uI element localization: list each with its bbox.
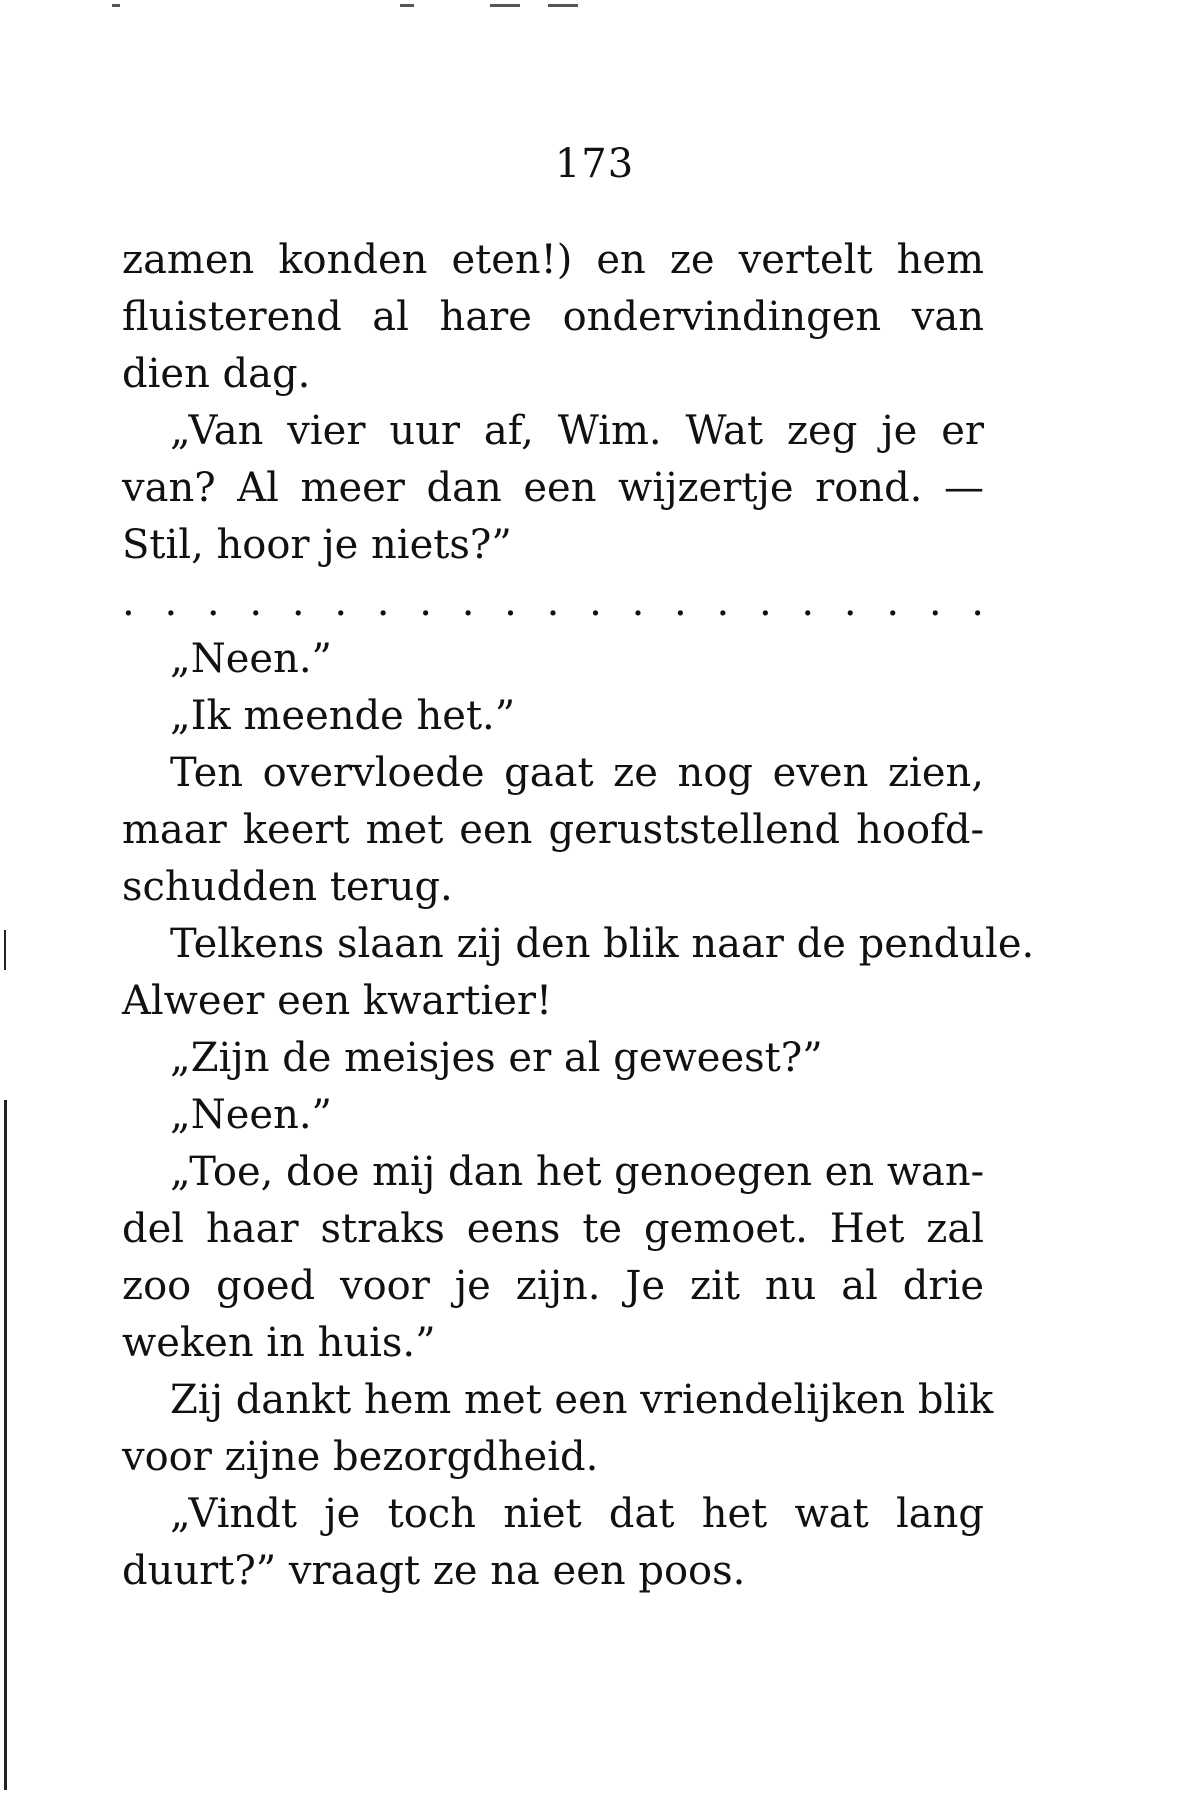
text-line: Ten overvloede gaat ze nog even zien, xyxy=(170,750,984,796)
text-line: zoo goed voor je zijn. Je zit nu al drie xyxy=(122,1263,984,1309)
text-line: „Neen.” xyxy=(170,636,332,682)
page-number: 173 xyxy=(554,141,635,187)
text-line: „Zijn de meisjes er al geweest?” xyxy=(170,1035,823,1081)
text-line: Alweer een kwartier! xyxy=(122,978,553,1024)
scan-mark xyxy=(548,4,578,7)
text-line: Stil, hoor je niets?” xyxy=(122,522,512,568)
page-edge-shadow xyxy=(4,930,6,970)
text-line: schudden terug. xyxy=(122,864,453,910)
text-line: duurt?” vraagt ze na een poos. xyxy=(122,1548,746,1594)
text-line: „Neen.” xyxy=(170,1092,332,1138)
text-line: weken in huis.” xyxy=(122,1320,436,1366)
text-line: voor zijne bezorgdheid. xyxy=(122,1434,599,1480)
text-line: maar keert met een geruststellend hoofd- xyxy=(122,807,984,853)
scan-mark xyxy=(112,4,120,7)
scan-mark xyxy=(400,4,414,7)
page-edge-shadow xyxy=(4,1100,7,1790)
text-line: Zij dankt hem met een vriendelijken blik xyxy=(170,1377,994,1423)
text-line: „Van vier uur af, Wim. Wat zeg je er xyxy=(170,408,984,454)
text-line: del haar straks eens te gemoet. Het zal xyxy=(122,1206,984,1252)
text-line: zamen konden eten!) en ze vertelt hem xyxy=(122,237,984,283)
text-line: fluisterend al hare ondervindingen van xyxy=(122,294,984,340)
text-line: „Toe, doe mij dan het genoegen en wan- xyxy=(170,1149,985,1195)
text-line: „Vindt je toch niet dat het wat lang xyxy=(170,1491,984,1537)
text-line: dien dag. xyxy=(122,351,311,397)
scan-mark xyxy=(490,4,520,7)
ellipsis-separator: . . . . . . . . . . . . . . . . . . . . . xyxy=(122,579,984,625)
text-line: „Ik meende het.” xyxy=(170,693,516,739)
text-line: van? Al meer dan een wijzertje rond. — xyxy=(122,465,984,511)
body-text xyxy=(122,232,1035,1600)
text-line: Telkens slaan zij den blik naar de pendule. xyxy=(170,921,1035,967)
